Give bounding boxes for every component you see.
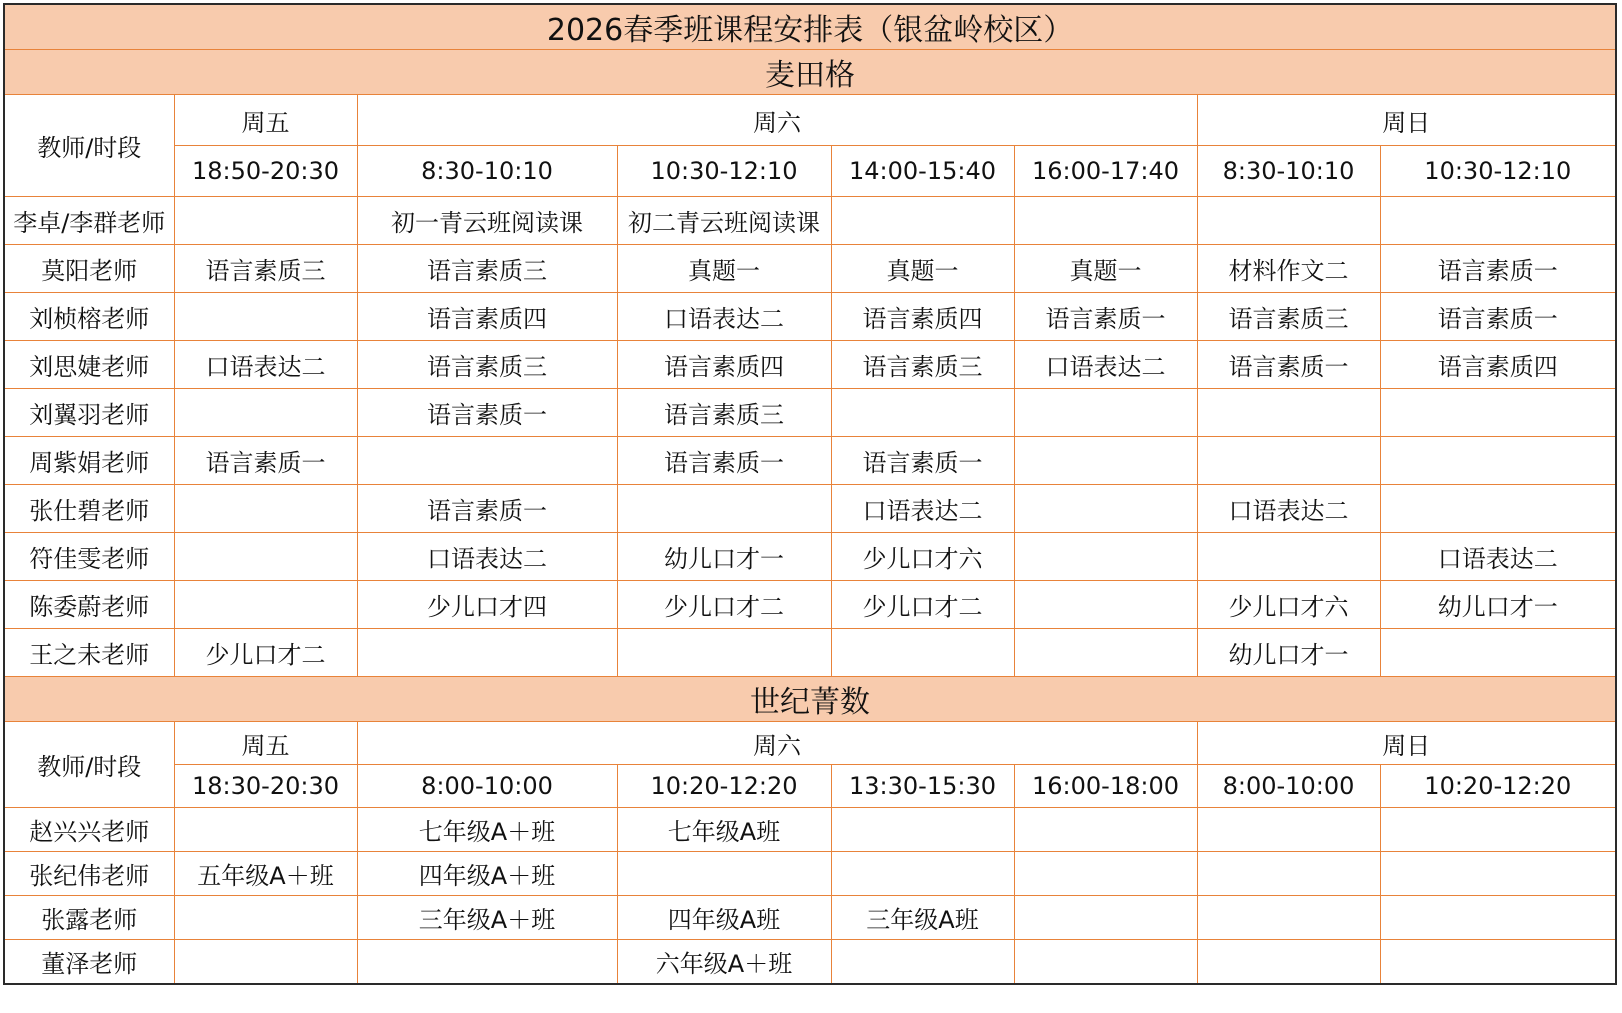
class-cell: 语言素质三 (357, 341, 617, 389)
time-slot-header: 10:30-12:10 (1380, 146, 1616, 197)
class-cell (174, 485, 357, 533)
teacher-name: 陈委蔚老师 (4, 581, 174, 629)
time-slot-header: 8:00-10:00 (1197, 765, 1380, 808)
class-cell (831, 852, 1014, 896)
class-cell: 语言素质三 (831, 341, 1014, 389)
table-row (4, 852, 1616, 896)
class-cell: 七年级A＋班 (357, 808, 617, 852)
table-row (4, 629, 1616, 677)
time-slot-header: 8:30-10:10 (357, 146, 617, 197)
class-cell (1197, 533, 1380, 581)
class-cell: 语言素质四 (1380, 341, 1616, 389)
class-cell: 语言素质一 (174, 437, 357, 485)
class-cell (1380, 896, 1616, 940)
time-slot-header: 16:00-18:00 (1014, 765, 1197, 808)
table-row (4, 485, 1616, 533)
day-header: 周日 (1197, 722, 1616, 765)
time-slot-header: 18:50-20:30 (174, 146, 357, 197)
class-cell (1197, 197, 1380, 245)
time-slot-header: 16:00-17:40 (1014, 146, 1197, 197)
table-row (4, 808, 1616, 852)
class-cell: 语言素质一 (617, 437, 831, 485)
class-cell (617, 852, 831, 896)
class-cell (1014, 896, 1197, 940)
teacher-name: 赵兴兴老师 (4, 808, 174, 852)
class-cell (1014, 485, 1197, 533)
day-header: 周五 (174, 95, 357, 146)
class-cell (174, 197, 357, 245)
class-cell (174, 533, 357, 581)
class-cell (357, 940, 617, 985)
corner-header: 教师/时段 (4, 722, 174, 808)
class-cell (174, 581, 357, 629)
class-cell: 幼儿口才一 (1197, 629, 1380, 677)
teacher-name: 符佳雯老师 (4, 533, 174, 581)
class-cell: 少儿口才二 (831, 581, 1014, 629)
class-cell: 语言素质一 (357, 485, 617, 533)
table-row (4, 896, 1616, 940)
class-cell: 少儿口才四 (357, 581, 617, 629)
class-cell (1014, 581, 1197, 629)
class-cell: 四年级A＋班 (357, 852, 617, 896)
teacher-name: 刘翼羽老师 (4, 389, 174, 437)
class-cell (1197, 389, 1380, 437)
teacher-name: 王之未老师 (4, 629, 174, 677)
corner-header: 教师/时段 (4, 95, 174, 197)
class-cell (1197, 940, 1380, 985)
table-row (4, 940, 1616, 985)
class-cell (831, 940, 1014, 985)
class-cell: 少儿口才六 (831, 533, 1014, 581)
table-row (4, 581, 1616, 629)
class-cell: 语言素质一 (1197, 341, 1380, 389)
class-cell: 口语表达二 (1014, 341, 1197, 389)
class-cell (1380, 197, 1616, 245)
class-cell (831, 389, 1014, 437)
class-cell (831, 197, 1014, 245)
table-row (4, 533, 1616, 581)
section-title: 麦田格 (4, 50, 1616, 95)
class-cell: 少儿口才二 (174, 629, 357, 677)
day-header: 周六 (357, 95, 1197, 146)
teacher-name: 张露老师 (4, 896, 174, 940)
teacher-name: 周紫娟老师 (4, 437, 174, 485)
class-cell (617, 629, 831, 677)
class-cell: 初二青云班阅读课 (617, 197, 831, 245)
class-cell: 真题一 (1014, 245, 1197, 293)
class-cell (1380, 629, 1616, 677)
class-cell: 语言素质三 (357, 245, 617, 293)
class-cell (1197, 437, 1380, 485)
class-cell (1380, 485, 1616, 533)
time-slot-header: 10:20-12:20 (1380, 765, 1616, 808)
class-cell (617, 485, 831, 533)
teacher-name: 莫阳老师 (4, 245, 174, 293)
class-cell: 六年级A＋班 (617, 940, 831, 985)
class-cell: 少儿口才六 (1197, 581, 1380, 629)
table-row (4, 293, 1616, 341)
time-slot-header: 10:30-12:10 (617, 146, 831, 197)
class-cell (174, 389, 357, 437)
class-cell: 口语表达二 (1380, 533, 1616, 581)
class-cell: 语言素质一 (357, 389, 617, 437)
time-slot-header: 14:00-15:40 (831, 146, 1014, 197)
class-cell: 五年级A＋班 (174, 852, 357, 896)
class-cell (1380, 852, 1616, 896)
class-cell: 幼儿口才一 (1380, 581, 1616, 629)
class-cell: 口语表达二 (831, 485, 1014, 533)
class-cell (174, 896, 357, 940)
class-cell (1380, 437, 1616, 485)
class-cell (1197, 896, 1380, 940)
teacher-name: 刘桢榕老师 (4, 293, 174, 341)
class-cell: 初一青云班阅读课 (357, 197, 617, 245)
class-cell: 语言素质四 (617, 341, 831, 389)
teacher-name: 张纪伟老师 (4, 852, 174, 896)
class-cell (1380, 808, 1616, 852)
day-header: 周六 (357, 722, 1197, 765)
day-header: 周五 (174, 722, 357, 765)
class-cell (1380, 389, 1616, 437)
class-cell: 材料作文二 (1197, 245, 1380, 293)
time-slot-header: 10:20-12:20 (617, 765, 831, 808)
table-row (4, 389, 1616, 437)
class-cell (357, 437, 617, 485)
teacher-name: 刘思婕老师 (4, 341, 174, 389)
class-cell: 语言素质四 (831, 293, 1014, 341)
class-cell (174, 940, 357, 985)
teacher-name: 董泽老师 (4, 940, 174, 985)
time-slot-header: 8:30-10:10 (1197, 146, 1380, 197)
table-row (4, 437, 1616, 485)
class-cell: 真题一 (617, 245, 831, 293)
class-cell: 少儿口才二 (617, 581, 831, 629)
class-cell: 三年级A班 (831, 896, 1014, 940)
class-cell: 四年级A班 (617, 896, 831, 940)
table-row (4, 197, 1616, 245)
teacher-name: 李卓/李群老师 (4, 197, 174, 245)
time-slot-header: 8:00-10:00 (357, 765, 617, 808)
class-cell (174, 808, 357, 852)
class-cell (1014, 940, 1197, 985)
class-cell (174, 293, 357, 341)
schedule-table (3, 3, 1617, 985)
class-cell: 三年级A＋班 (357, 896, 617, 940)
class-cell (1014, 533, 1197, 581)
class-cell (1197, 808, 1380, 852)
class-cell (1197, 852, 1380, 896)
class-cell: 语言素质一 (1380, 245, 1616, 293)
class-cell: 语言素质三 (617, 389, 831, 437)
class-cell (1014, 389, 1197, 437)
class-cell: 语言素质一 (1014, 293, 1197, 341)
class-cell: 口语表达二 (174, 341, 357, 389)
table-row (4, 341, 1616, 389)
class-cell: 口语表达二 (617, 293, 831, 341)
teacher-name: 张仕碧老师 (4, 485, 174, 533)
class-cell (1014, 437, 1197, 485)
class-cell: 语言素质三 (1197, 293, 1380, 341)
class-cell (1014, 629, 1197, 677)
class-cell (1014, 852, 1197, 896)
class-cell: 语言素质三 (174, 245, 357, 293)
section-title: 世纪菁数 (4, 677, 1616, 722)
time-slot-header: 13:30-15:30 (831, 765, 1014, 808)
time-slot-header: 18:30-20:30 (174, 765, 357, 808)
class-cell (831, 629, 1014, 677)
class-cell: 语言素质四 (357, 293, 617, 341)
class-cell (1014, 808, 1197, 852)
class-cell: 语言素质一 (831, 437, 1014, 485)
class-cell (831, 808, 1014, 852)
class-cell (1380, 940, 1616, 985)
class-cell: 真题一 (831, 245, 1014, 293)
class-cell (1014, 197, 1197, 245)
class-cell (357, 629, 617, 677)
class-cell: 口语表达二 (1197, 485, 1380, 533)
table-row (4, 245, 1616, 293)
class-cell: 口语表达二 (357, 533, 617, 581)
table-title: 2026春季班课程安排表（银盆岭校区） (4, 4, 1616, 50)
class-cell: 语言素质一 (1380, 293, 1616, 341)
day-header: 周日 (1197, 95, 1616, 146)
class-cell: 七年级A班 (617, 808, 831, 852)
class-cell: 幼儿口才一 (617, 533, 831, 581)
